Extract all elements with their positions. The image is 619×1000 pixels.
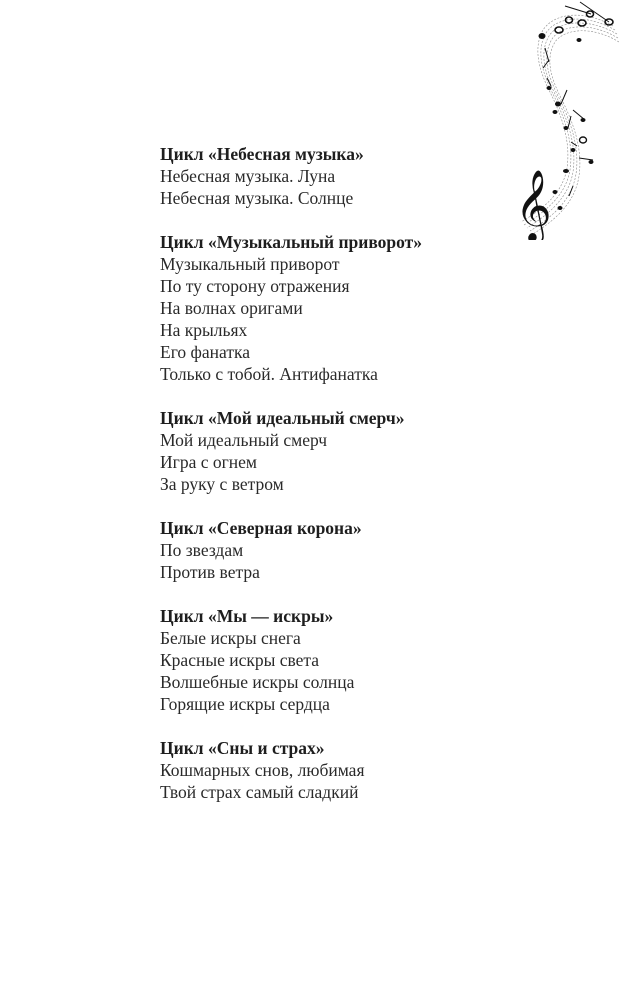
book-title: Небесная музыка. Солнце — [160, 188, 354, 208]
cycle-section — [160, 143, 500, 209]
cycle-title: Цикл «Мы — искры» — [160, 606, 334, 626]
book-title: Белые искры снега — [160, 628, 301, 648]
book-title: Только с тобой. Антифанатка — [160, 364, 378, 384]
book-title: Его фанатка — [160, 342, 250, 362]
book-title: На волнах оригами — [160, 298, 303, 318]
book-title: За руку с ветром — [160, 474, 284, 494]
cycle-title: Цикл «Северная корона» — [160, 518, 362, 538]
cycle-title: Цикл «Сны и страх» — [160, 738, 325, 758]
music-notes-staff-with-treble-clef-icon — [505, 0, 619, 240]
book-title: По ту сторону отражения — [160, 276, 350, 296]
book-title: Кошмарных снов, любимая — [160, 760, 365, 780]
cycles-list — [160, 143, 500, 825]
cycle-section — [160, 737, 500, 803]
book-title: Горящие искры сердца — [160, 694, 330, 714]
cycle-section — [160, 407, 500, 495]
book-title: Против ветра — [160, 562, 260, 582]
cycle-title: Цикл «Музыкальный приворот» — [160, 232, 423, 252]
cycle-section — [160, 517, 500, 583]
book-title: На крыльях — [160, 320, 248, 340]
cycle-title: Цикл «Небесная музыка» — [160, 144, 364, 164]
svg-text:𝄞: 𝄞 — [515, 168, 552, 240]
book-title: Волшебные искры солнца — [160, 672, 355, 692]
book-title: Твой страх самый сладкий — [160, 782, 359, 802]
book-title: Мой идеальный смерч — [160, 430, 328, 450]
book-title: Музыкальный приворот — [160, 254, 340, 274]
book-title: Небесная музыка. Луна — [160, 166, 336, 186]
book-title: Игра с огнем — [160, 452, 257, 472]
book-title: Красные искры света — [160, 650, 320, 670]
book-title: По звездам — [160, 540, 244, 560]
cycle-title: Цикл «Мой идеальный смерч» — [160, 408, 405, 428]
cycle-section — [160, 231, 500, 385]
cycle-section — [160, 605, 500, 715]
